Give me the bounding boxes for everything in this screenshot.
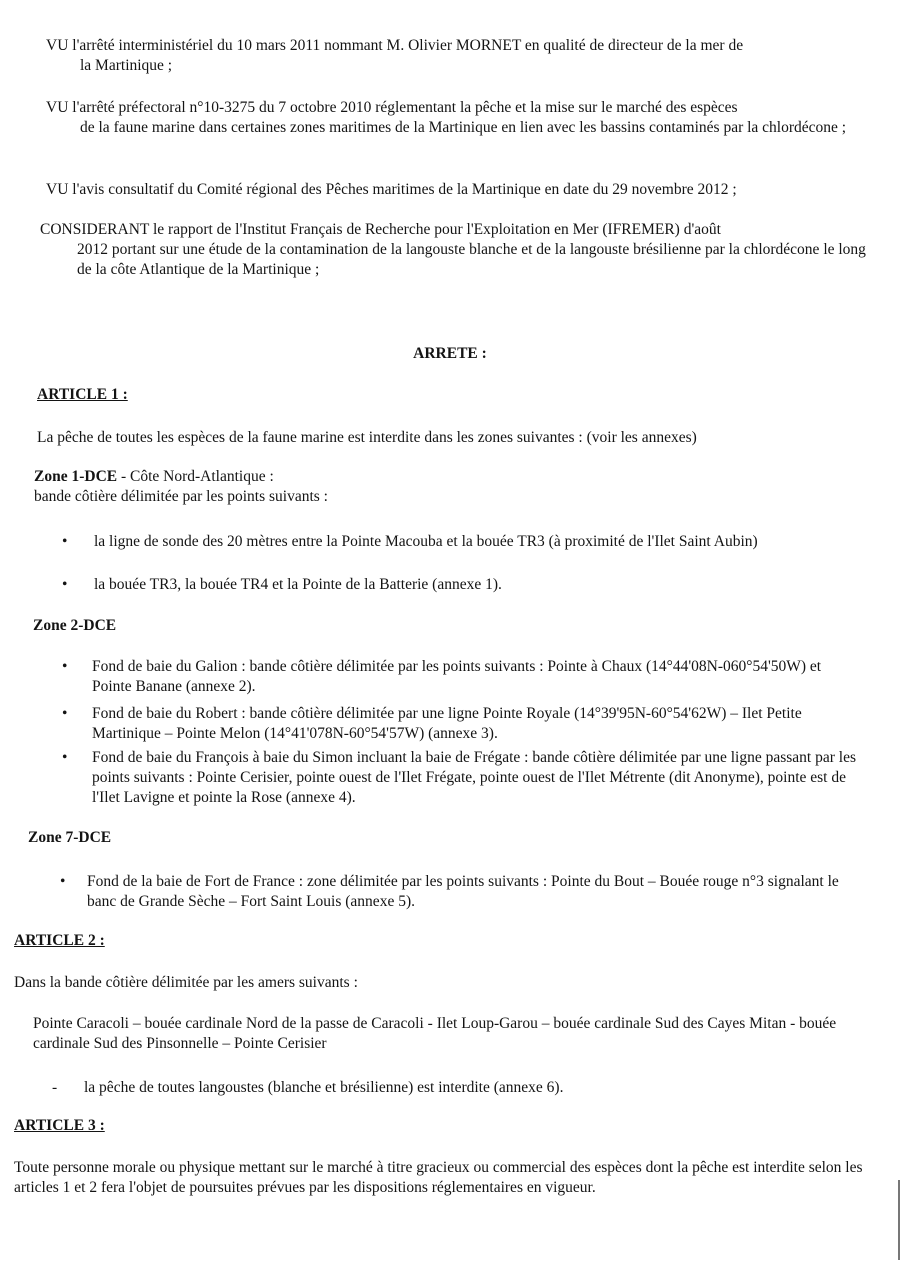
considerant-text: le rapport de l'Institut Français de Recherche pour l'Exploitation en Mer (IFREMER) d'août <box>149 221 721 238</box>
vu-prefix: VU <box>46 99 69 116</box>
considerant-prefix: CONSIDERANT <box>40 221 150 238</box>
considerant <box>40 220 870 280</box>
article-2-heading: ARTICLE 2 : <box>14 932 105 949</box>
vu-text-cont: de la faune marine dans certaines zones maritimes de la Martinique en lien avec les bassins contaminés par la chlordécone ; <box>80 119 847 136</box>
dash-icon: - <box>52 1079 58 1096</box>
bullet-icon: • <box>62 576 68 593</box>
vu-prefix: VU <box>46 181 69 198</box>
article-3-text: Toute personne morale ou physique mettant sur le marché à titre gracieux ou commercial des espèces dont la pêche est interdite selon les articles 1 et 2 fera l'objet de poursuites prévues par les dispositions réglementaires en vigueur. <box>14 1159 863 1196</box>
vu-prefix: VU <box>46 37 69 54</box>
zone-7-bullet-text: Fond de la baie de Fort de France : zone délimitée par les points suivants : Pointe du Bout – Bouée rouge n°3 signalant le banc de Grande Sèche – Fort Saint Louis (annexe 5). <box>87 873 839 910</box>
zone-2-title: Zone 2-DCE <box>33 617 117 634</box>
zone-1-desc: bande côtière délimitée par les points suivants : <box>34 488 328 505</box>
bullet-icon: • <box>62 533 68 550</box>
article-2-intro: Dans la bande côtière délimitée par les amers suivants : <box>14 974 358 991</box>
article-2-amers: Pointe Caracoli – bouée cardinale Nord de la passe de Caracoli - Ilet Loup-Garou – bouée cardinale Sud des Cayes Mitan - bouée cardinale Sud des Pinsonnelle – Pointe Cerisier <box>33 1015 837 1052</box>
vu-avis-consultatif <box>46 180 876 200</box>
vu-text: l'arrêté interministériel du 10 mars 2011 nommant M. Olivier MORNET en qualité de directeur de la mer de <box>68 37 744 54</box>
zone-1-bullet-text: la ligne de sonde des 20 mètres entre la Pointe Macouba et la bouée TR3 (à proximité de l'Ilet Saint Aubin) <box>94 533 758 550</box>
zone-2-bullet-text: Fond de baie du François à baie du Simon incluant la baie de Frégate : bande côtière délimitée par une ligne passant par les points suivants : Pointe Cerisier, pointe ouest de l'Ilet Frégate, pointe ouest de l'Ilet Métrente (dit Anonyme), pointe est de l'Ilet Lavigne et pointe la Rose (annexe 4). <box>92 749 856 806</box>
considerant-text-cont: 2012 portant sur une étude de la contamination de la langouste blanche et de la langouste brésilienne par la chlordécone le long de la côte Atlantique de la Martinique ; <box>77 241 866 278</box>
article-1-heading: ARTICLE 1 : <box>37 386 128 403</box>
zone-7-title: Zone 7-DCE <box>28 829 112 846</box>
bullet-icon: • <box>62 749 68 766</box>
article-1-intro: La pêche de toutes les espèces de la faune marine est interdite dans les zones suivantes : (voir les annexes) <box>37 429 697 446</box>
bullet-icon: • <box>62 705 68 722</box>
zone-1-title: Zone 1-DCE <box>34 468 118 485</box>
vu-text-cont: la Martinique ; <box>80 57 173 74</box>
vu-arrete-interministeriel <box>46 36 866 76</box>
bullet-icon: • <box>62 658 68 675</box>
vu-text: l'avis consultatif du Comité régional des Pêches maritimes de la Martinique en date du 29 novembre 2012 ; <box>68 181 737 198</box>
article-3-heading: ARTICLE 3 : <box>14 1117 105 1134</box>
zone-2-bullet-text: Fond de baie du Robert : bande côtière délimitée par une ligne Pointe Royale (14°39'95N-60°54'62W) – Ilet Petite Martinique – Pointe Melon (14°41'078N-60°54'57W) (annexe 3). <box>92 705 802 742</box>
article-2-dash-text: la pêche de toutes langoustes (blanche et brésilienne) est interdite (annexe 6). <box>84 1079 564 1096</box>
vu-text: l'arrêté préfectoral n°10-3275 du 7 octobre 2010 réglementant la pêche et la mise sur le marché des espèces <box>68 99 738 116</box>
zone-1-header <box>34 467 874 507</box>
zone-1-subtitle: - Côte Nord-Atlantique : <box>117 468 274 485</box>
zone-2-bullet-text: Fond de baie du Galion : bande côtière délimitée par les points suivants : Pointe à Chaux (14°44'08N-060°54'50W) et Pointe Banane (annexe 2). <box>92 658 822 695</box>
vu-arrete-prefectoral <box>46 98 866 138</box>
arrete-heading: ARRETE : <box>413 345 487 362</box>
bullet-icon: • <box>60 873 66 890</box>
zone-1-bullet-text: la bouée TR3, la bouée TR4 et la Pointe de la Batterie (annexe 1). <box>94 576 502 593</box>
